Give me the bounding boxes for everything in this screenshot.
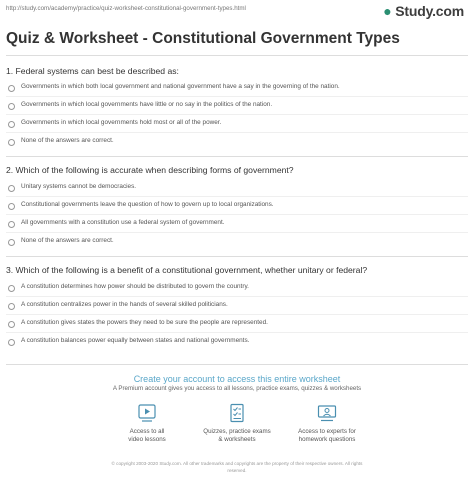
radio-button[interactable] — [8, 285, 15, 292]
radio-button[interactable] — [8, 85, 15, 92]
quiz-worksheet-icon — [227, 403, 247, 423]
option-label: A constitution gives states the powers they need to be sure the people are represented. — [21, 319, 268, 326]
option-label: None of the answers are correct. — [21, 237, 114, 244]
option-label: Unitary systems cannot be democracies. — [21, 183, 137, 190]
radio-button[interactable] — [8, 203, 15, 210]
question-2-option-a[interactable] — [6, 182, 468, 196]
option-label: A constitution determines how power should be distributed to govern the country. — [21, 283, 249, 290]
study-logo[interactable] — [383, 3, 464, 19]
question-divider — [6, 256, 468, 257]
logo-text: Study.com — [395, 3, 464, 19]
option-label: None of the answers are correct. — [21, 137, 114, 144]
question-1-text: 1. Federal systems can best be described as: — [6, 66, 179, 76]
option-divider — [6, 296, 468, 297]
copyright-line-1: © copyright 2003-2020 Study.com. All other trademarks and copyrights are the property of their respective owners. All rights — [111, 461, 363, 466]
feature-line-2: & worksheets — [218, 436, 256, 443]
feature-video-lessons — [102, 403, 192, 444]
video-lessons-icon — [137, 403, 157, 423]
option-label: All governments with a constitution use a federal system of government. — [21, 219, 225, 226]
question-divider — [6, 156, 468, 157]
question-2-text: 2. Which of the following is accurate when describing forms of government? — [6, 165, 294, 175]
option-divider — [6, 96, 468, 97]
option-label: Constitutional governments leave the question of how to govern up to local organizations. — [21, 201, 274, 208]
radio-button[interactable] — [8, 121, 15, 128]
radio-button[interactable] — [8, 239, 15, 246]
option-divider — [6, 196, 468, 197]
question-2-option-d[interactable] — [6, 236, 468, 250]
top-bar — [0, 0, 474, 22]
option-divider — [6, 114, 468, 115]
feature-experts — [282, 403, 372, 444]
copyright-line-2: reserved. — [227, 468, 247, 473]
cta-divider — [6, 364, 468, 365]
option-label: Governments in which local governments have little or no say in the politics of the nation. — [21, 101, 273, 108]
option-label: Governments in which local governments hold most or all of the power. — [21, 119, 222, 126]
option-divider — [6, 232, 468, 233]
create-account-link[interactable]: Create your account to access this entire worksheet — [133, 374, 341, 384]
title-divider — [6, 55, 468, 56]
expert-help-icon — [317, 403, 337, 423]
page-url: http://study.com/academy/practice/quiz-worksheet-constitutional-government-types.html — [6, 5, 246, 12]
question-3-option-d[interactable] — [6, 336, 468, 350]
option-label: A constitution centralizes power in the hands of several skilled politicians. — [21, 301, 228, 308]
feature-line-1: Access to experts for — [298, 428, 356, 435]
feature-line-1: Quizzes, practice exams — [203, 428, 271, 435]
radio-button[interactable] — [8, 221, 15, 228]
radio-button[interactable] — [8, 303, 15, 310]
option-label: Governments in which both local government and national government have a say in the governing of the nation. — [21, 83, 340, 90]
question-1-option-a[interactable] — [6, 82, 468, 96]
copyright-footer — [0, 460, 474, 474]
radio-button[interactable] — [8, 185, 15, 192]
option-label: A constitution balances power equally between states and national governments. — [21, 337, 250, 344]
option-divider — [6, 332, 468, 333]
question-1-option-c[interactable] — [6, 118, 468, 132]
option-divider — [6, 132, 468, 133]
radio-button[interactable] — [8, 139, 15, 146]
cta-subtitle: A Premium account gives you access to all lessons, practice exams, quizzes & worksheets — [112, 385, 362, 392]
feature-line-1: Access to all — [129, 428, 165, 435]
question-1-option-b[interactable] — [6, 100, 468, 114]
logo-mark-icon: ● — [383, 3, 392, 19]
question-3-text: 3. Which of the following is a benefit of a constitutional government, whether unitary or federal? — [6, 265, 368, 275]
option-divider — [6, 314, 468, 315]
feature-quizzes — [192, 403, 282, 444]
radio-button[interactable] — [8, 103, 15, 110]
radio-button[interactable] — [8, 321, 15, 328]
question-2-option-b[interactable] — [6, 200, 468, 214]
feature-line-2: video lessons — [128, 436, 166, 443]
radio-button[interactable] — [8, 339, 15, 346]
question-2-option-c[interactable] — [6, 218, 468, 232]
question-3-option-c[interactable] — [6, 318, 468, 332]
option-divider — [6, 214, 468, 215]
question-3-option-b[interactable] — [6, 300, 468, 314]
feature-line-2: homework questions — [298, 436, 356, 443]
question-3-option-a[interactable] — [6, 282, 468, 296]
page-title: Quiz & Worksheet - Constitutional Government Types — [6, 30, 400, 47]
question-1-option-d[interactable] — [6, 136, 468, 150]
